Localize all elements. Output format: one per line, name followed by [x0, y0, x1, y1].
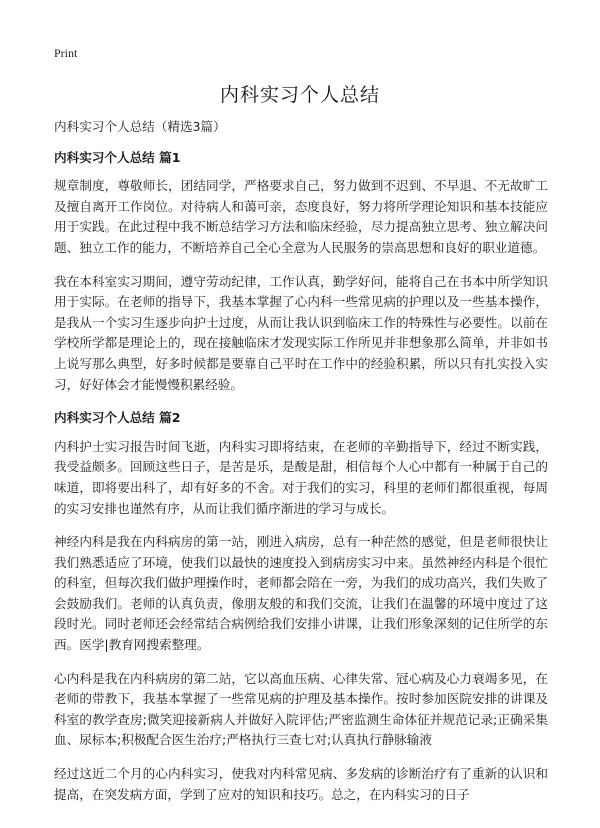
section-heading: 内科实习个人总结 篇2 — [54, 410, 181, 426]
section-2 — [54, 408, 548, 805]
paragraph: 内科护士实习报告时间飞逝，内科实习即将结束，在老师的辛勤指导下，经过不断实践，我受益颇多。回顾这些日子，是苦是乐，是酸是甜，相信每个人心中都有一种属于自己的味道，即将要出科了，却有好多的不舍。对于我们的实习，科里的老师们都很重视，每周的实习安排也谨然有序，从而让我们循序渐进的学习与成长。 — [54, 438, 548, 516]
section-heading: 内科实习个人总结 篇1 — [54, 149, 181, 165]
article-body — [54, 117, 548, 818]
print-link[interactable]: Print — [54, 46, 78, 60]
paragraph: 神经内科是我在内科病房的第一站，刚进入病房，总有一种茫然的感觉，但是老师很快让我们熟悉适应了环境，使我们以最快的速度投入到病房实习中来。虽然神经内科是个很忙的科室，但每次我们做护理操作时，老师都会陪在一旁，为我们的成功高兴，我们失败了会鼓励我们。老师的认真负责，像朋友般的和我们交流，让我们在温馨的环境中度过了这段时光。同时老师还会经常结合病例给我们安排小讲课，让我们形象深刻的记住所学的东西。医学|教育网搜索整理。 — [54, 534, 548, 653]
article-subtitle: 内科实习个人总结（精选3篇） — [54, 119, 226, 134]
page-title: 内科实习个人总结 — [219, 84, 380, 106]
section-1 — [54, 148, 548, 396]
paragraph: 我在本科室实习期间，遵守劳动纪律，工作认真，勤学好问，能将自己在书本中所学知识用于实际。在老师的指导下，我基本掌握了心内科一些常见病的护理以及一些基本操作，是我从一个实习生逐步向护士过度，从而让我认识到临床工作的特殊性与必要性。以前在学校所学都是理论上的，现在接触临床才发现实际工作所见并非想象那么简单，并非如书上说写那么典型，好多时候都是要靠自己平时在工作中的经验积累，所以只有扎实投入实习，好好体会才能慢慢积累经验。 — [54, 273, 548, 392]
paragraph: 经过这近二个月的心内科实习，使我对内科常见病、多发病的诊断治疗有了重新的认识和提高，在突发病方面，学到了应对的知识和技巧。总之，在内科实习的日子 — [54, 766, 548, 802]
paragraph: 规章制度，尊敬师长，团结同学，严格要求自己，努力做到不迟到、不早退、不无故旷工及擅自离开工作岗位。对待病人和蔼可亲，态度良好，努力将所学理论知识和基本技能应用于实践。在此过程中我不断总结学习方法和临床经验，尽力提高独立思考、独立解决问题、独立工作的能力，不断培养自己全心全意为人民服务的崇高思想和良好的职业道德。 — [54, 178, 548, 255]
paragraph: 心内科是我在内科病房的第二站，它以高血压病、心律失常、冠心病及心力衰竭多见，在老师的带教下，我基本掌握了一些常见病的护理及基本操作。按时参加医院安排的讲课及科室的教学查房;微笑迎接新病人并做好入院评估;严密监测生命体征并规范记录;正确采集血、尿标本;积极配合医生治疗;严格执行三查七对;认真执行静脉输液 — [54, 670, 548, 748]
